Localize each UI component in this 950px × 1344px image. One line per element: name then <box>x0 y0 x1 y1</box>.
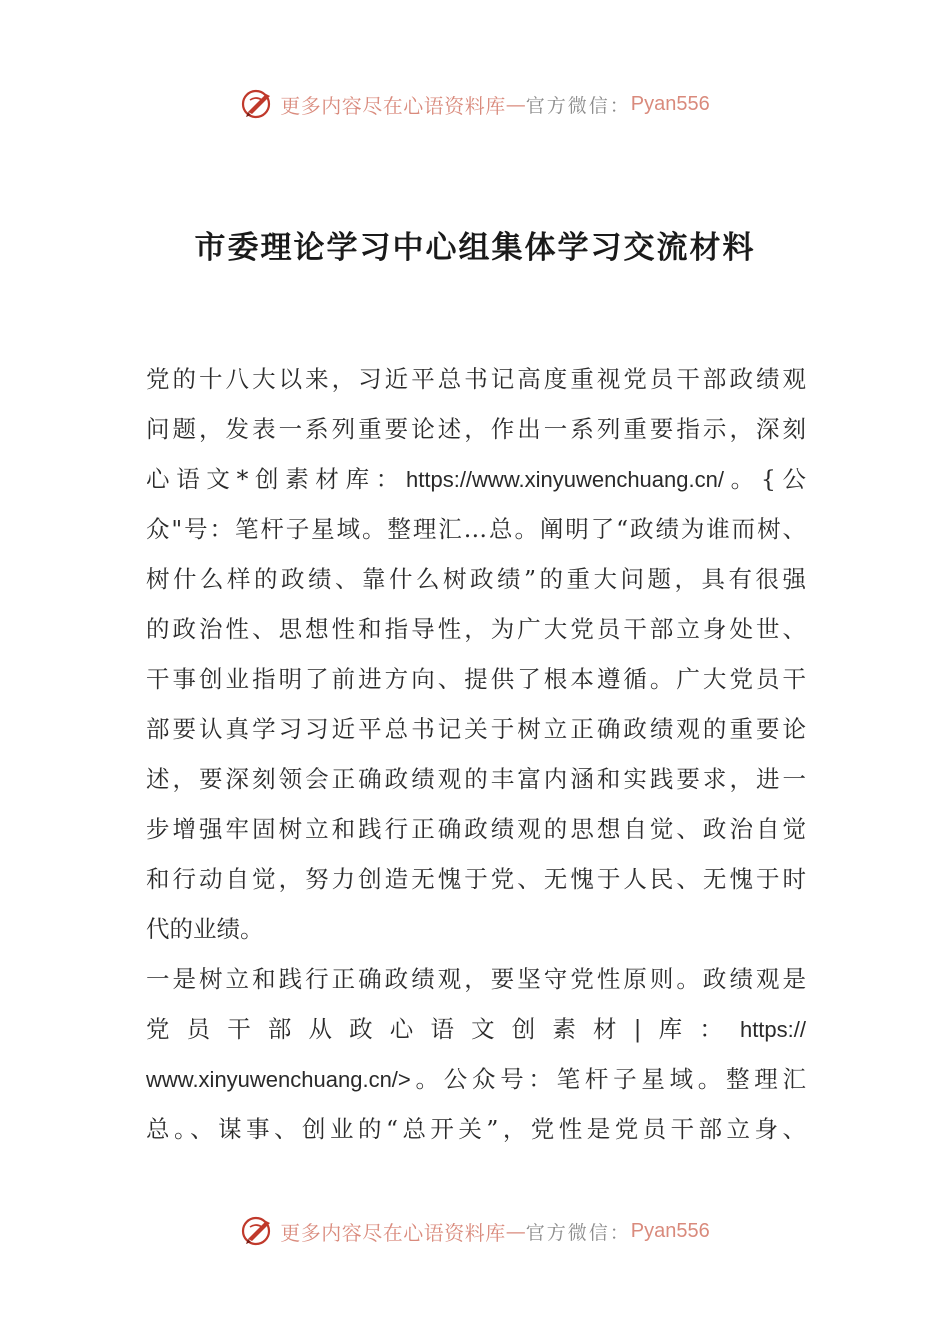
banner-main-text: 更多内容尽在心语资料库 <box>280 1220 506 1245</box>
document-body <box>146 354 806 1154</box>
body-line: 述，要深刻领会正确政绩观的丰富内涵和实践要求，进一 <box>146 765 806 793</box>
body-line <box>146 454 806 504</box>
body-line: 步增强牢固树立和践行正确政绩观的思想自觉、政治自觉 <box>146 815 806 843</box>
body-line-segment: 。{公 <box>723 465 806 493</box>
banner-wechat-label: 官方微信： <box>525 94 631 117</box>
pen-logo-icon <box>240 86 276 122</box>
banner-dash: — <box>505 1219 526 1243</box>
body-line: 党的十八大以来，习近平总书记高度重视党员干部政绩观 <box>146 365 806 393</box>
pen-logo-icon <box>240 1213 276 1249</box>
body-line: 干事创业指明了前进方向、提供了根本遵循。广大党员干 <box>146 665 806 693</box>
source-url-link: www.xinyuwenchuang.cn/> <box>146 1067 411 1092</box>
body-line-segment: 。公众号：笔杆子星域。整理汇 <box>410 1065 806 1093</box>
body-line: 问题，发表一系列重要论述，作出一系列重要指示，深刻 <box>146 415 806 443</box>
body-line: 部要认真学习习近平总书记关于树立正确政绩观的重要论 <box>146 715 806 743</box>
body-line <box>146 1004 806 1054</box>
body-line: 的政治性、思想性和指导性，为广大党员干部立身处世、 <box>146 615 806 643</box>
body-line-segment: 党员干部从政心语文创素材|库： <box>146 1015 740 1043</box>
source-url-link: https://www.xinyuwenchuang.cn/ <box>406 467 724 492</box>
body-line: 代的业绩。 <box>146 915 264 943</box>
body-line: 树什么样的政绩、靠什么树政绩”的重大问题，具有很强 <box>146 565 806 593</box>
body-line: 和行动自觉，努力创造无愧于党、无愧于人民、无愧于时 <box>146 865 806 893</box>
footer-watermark-banner <box>0 1211 950 1251</box>
source-url-link: https:// <box>739 1017 806 1042</box>
body-line: 众"号：笔杆子星域。整理汇…总。阐明了“政绩为谁而树、 <box>146 515 806 543</box>
banner-wechat-label: 官方微信： <box>525 1221 631 1244</box>
document-title: 市委理论学习中心组集体学习交流材料 <box>194 230 756 266</box>
body-line-segment: 心语文*创素材库： <box>146 465 407 493</box>
body-line <box>146 1054 806 1104</box>
header-watermark-banner <box>0 84 950 124</box>
banner-wechat-id: Pyan556 <box>630 92 710 115</box>
body-line: 一是树立和践行正确政绩观，要坚守党性原则。政绩观是 <box>146 965 806 993</box>
banner-main-text: 更多内容尽在心语资料库 <box>280 93 506 118</box>
banner-wechat-id: Pyan556 <box>630 1219 710 1242</box>
body-line: 总。、谋事、创业的“总开关”，党性是党员干部立身、 <box>146 1115 806 1143</box>
banner-dash: — <box>505 92 526 116</box>
